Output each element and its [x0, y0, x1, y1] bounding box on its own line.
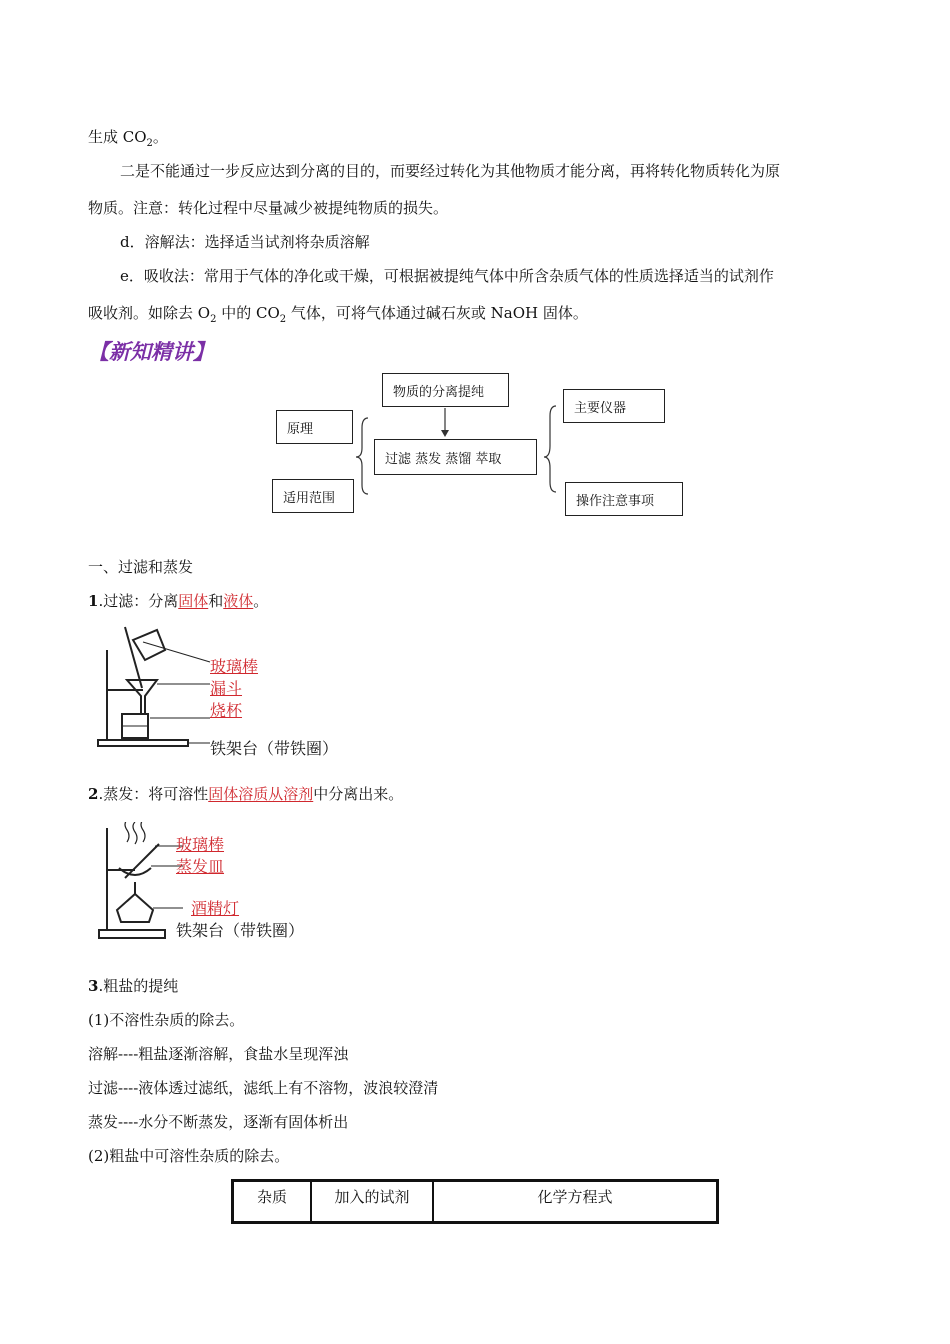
section1-title: 一、过滤和蒸发 [88, 558, 194, 576]
item-evaporation: 2.蒸发：将可溶性固体溶质从溶剂中分离出来。 [88, 785, 404, 803]
impurity-table [231, 1179, 719, 1224]
paragraph-dissolve: d．溶解法：选择适当试剂将杂质溶解 [120, 233, 370, 251]
concept-box-instruments: 主要仪器 [563, 389, 665, 423]
step-filter: 过滤----液体透过滤纸，滤纸上有不溶物，波浪较澄清 [88, 1079, 439, 1097]
concept-box-center: 过滤 蒸发 蒸馏 萃取 [374, 439, 537, 475]
table-header-equation: 化学方程式 [433, 1181, 718, 1223]
paragraph-absorb-line2: 吸收剂。如除去 $O_2$ 中的 $CO_2$ 气体，可将气体通过碱石灰或 NaOH 固体。 [88, 304, 588, 325]
label-evaporating-dish: 蒸发皿 [176, 857, 225, 876]
paragraph-co2: 生成 $CO_2$。 [88, 128, 168, 149]
concept-box-top: 物质的分离提纯 [382, 373, 509, 407]
concept-map-connectors [0, 0, 950, 560]
subitem-insoluble: (1)不溶性杂质的除去。 [88, 1011, 245, 1029]
label-alcohol-lamp: 酒精灯 [191, 899, 240, 918]
filtration-labels [210, 656, 258, 722]
item-salt-purification: 3.粗盐的提纯 [88, 977, 179, 995]
concept-box-scope: 适用范围 [272, 479, 354, 513]
paragraph-two-line1: 二是不能通过一步反应达到分离的目的，而要经过转化为其他物质才能分离，再将转化物质转化为原 [120, 162, 781, 180]
item-filtration: 1.过滤：分离固体和液体。 [88, 592, 269, 610]
label-evap-glass-rod: 玻璃棒 [176, 835, 225, 854]
paragraph-absorb-line1: e．吸收法：常用于气体的净化或干燥，可根据被提纯气体中所含杂质气体的性质选择适当的试剂作 [120, 267, 774, 285]
table-header-reagent: 加入的试剂 [311, 1181, 433, 1223]
label-beaker: 烧杯 [210, 701, 243, 720]
label-funnel: 漏斗 [210, 679, 243, 698]
step-evaporate: 蒸发----水分不断蒸发，逐渐有固体析出 [88, 1113, 349, 1131]
evaporation-labels-top [176, 834, 224, 878]
step-dissolve: 溶解----粗盐逐渐溶解，食盐水呈现浑浊 [88, 1045, 349, 1063]
evaporation-apparatus-illustration [95, 822, 185, 942]
filtration-apparatus-illustration [95, 622, 215, 752]
section-heading: 【新知精讲】 [88, 340, 214, 364]
paragraph-two-line2: 物质。注意：转化过程中尽量减少被提纯物质的损失。 [88, 199, 449, 217]
label-iron-stand-evaporation: 铁架台（带铁圈） [176, 921, 305, 940]
label-iron-stand-filtration: 铁架台（带铁圈） [210, 739, 339, 758]
table-header-impurity: 杂质 [233, 1181, 312, 1223]
table-header-row [233, 1181, 718, 1223]
concept-box-precautions: 操作注意事项 [565, 482, 683, 516]
concept-box-principle: 原理 [276, 410, 353, 444]
label-glass-rod: 玻璃棒 [210, 657, 259, 676]
subitem-soluble: (2)粗盐中可溶性杂质的除去。 [88, 1147, 290, 1165]
